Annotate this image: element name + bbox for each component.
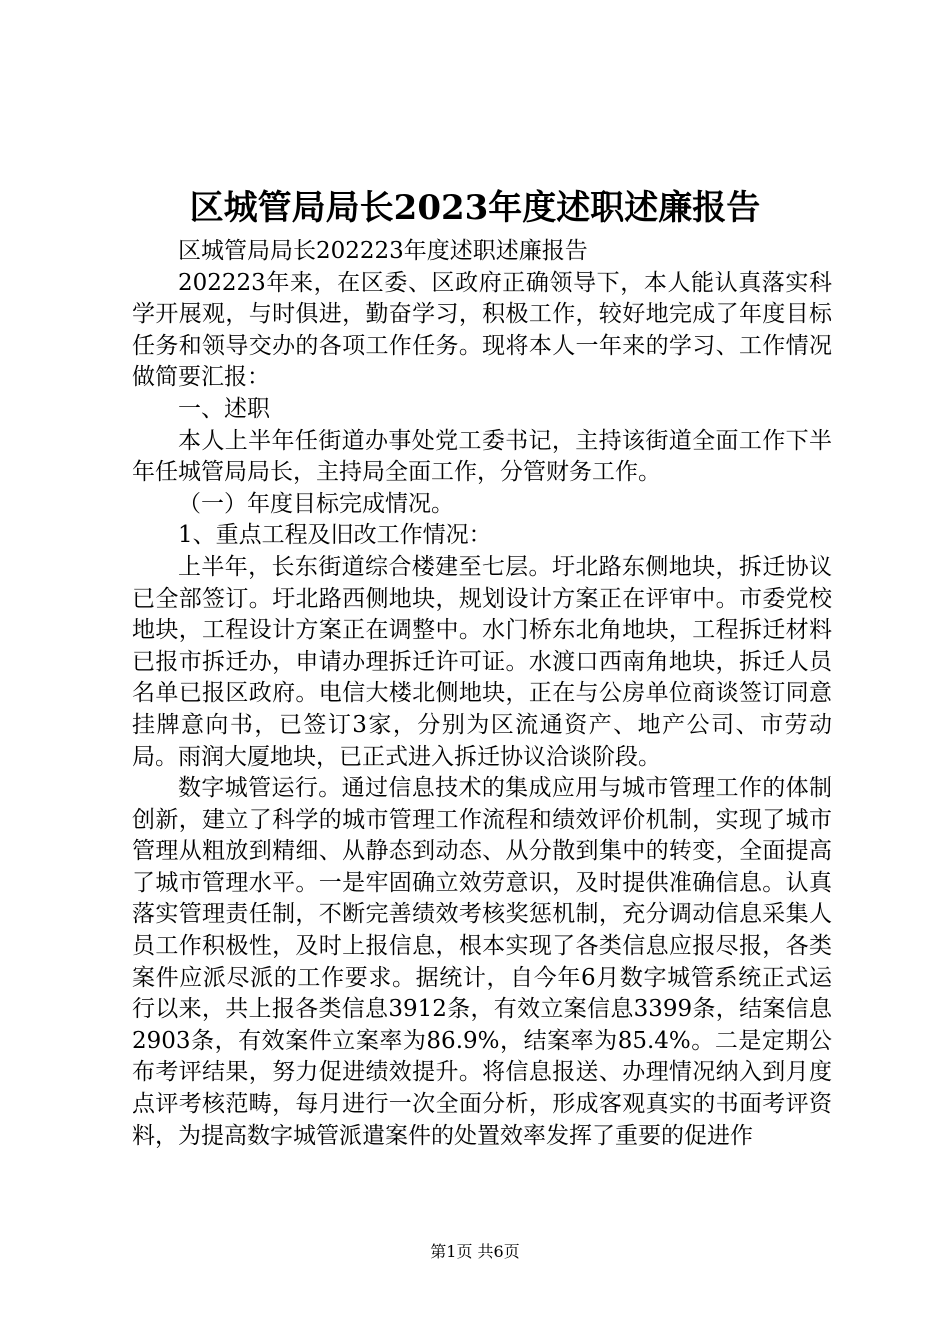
document-body	[132, 236, 832, 1152]
paragraph-intro: 202223年来，在区委、区政府正确领导下，本人能认真落实科学开展观，与时俱进，勤奋学习，积极工作，较好地完成了年度目标任务和领导交办的各项工作任务。现将本人一年来的学习、工作情况做简要汇报：	[132, 269, 832, 391]
paragraph-key-projects: 上半年，长东街道综合楼建至七层。圩北路东侧地块，拆迁协议已全部签订。圩北路西侧地块，规划设计方案正在评审中。市委党校地块，工程设计方案正在调整中。水门桥东北角地块，工程拆迁材料已报市拆迁办，申请办理拆迁许可证。水渡口西南角地块，拆迁人员名单已报区政府。电信大楼北侧地块，正在与公房单位商谈签订同意挂牌意向书，已签订3家，分别为区流通资产、地产公司、市劳动局。雨润大厦地块，已正式进入拆迁协议洽谈阶段。	[132, 553, 832, 770]
paragraph-subtitle: 区城管局局长202223年度述职述廉报告	[178, 238, 588, 264]
section-heading-duty-report: 一、述职	[178, 395, 270, 422]
paragraph-digital-city-management: 数字城管运行。通过信息技术的集成应用与城市管理工作的体制创新，建立了科学的城市管理工作流程和绩效评价机制，实现了城市管理从粗放到精细、从静态到动态、从分散到集中的转变，全面提高了城市管理水平。一是牢固确立效劳意识，及时提供准确信息。认真落实管理责任制，不断完善绩效考核奖惩机制，充分调动信息采集人员工作积极性，及时上报信息，根本实现了各类信息应报尽报，各类案件应派尽派的工作要求。据统计，自今年6月数字城管系统正式运行以来，共上报各类信息3912条，有效立案信息3399条，结案信息2903条，有效案件立案率为86.9%，结案率为85.4%。二是定期公布考评结果，努力促进绩效提升。将信息报送、办理情况纳入到月度点评考核范畴，每月进行一次全面分析，形成客观真实的书面考评资料，为提高数字城管派遣案件的处置效率发挥了重要的促进作	[132, 775, 832, 1149]
page-number-footer: 第1页 共6页	[430, 1242, 520, 1261]
subsection-heading-targets: （一）年度目标完成情况。	[178, 490, 454, 517]
item-heading-key-projects: 1、重点工程及旧改工作情况：	[178, 522, 492, 549]
paragraph-positions: 本人上半年任街道办事处党工委书记，主持该街道全面工作下半年任城管局局长，主持局全面工作，分管财务工作。	[132, 427, 832, 486]
document-title: 区城管局局长2023年度述职述廉报告	[189, 188, 761, 228]
